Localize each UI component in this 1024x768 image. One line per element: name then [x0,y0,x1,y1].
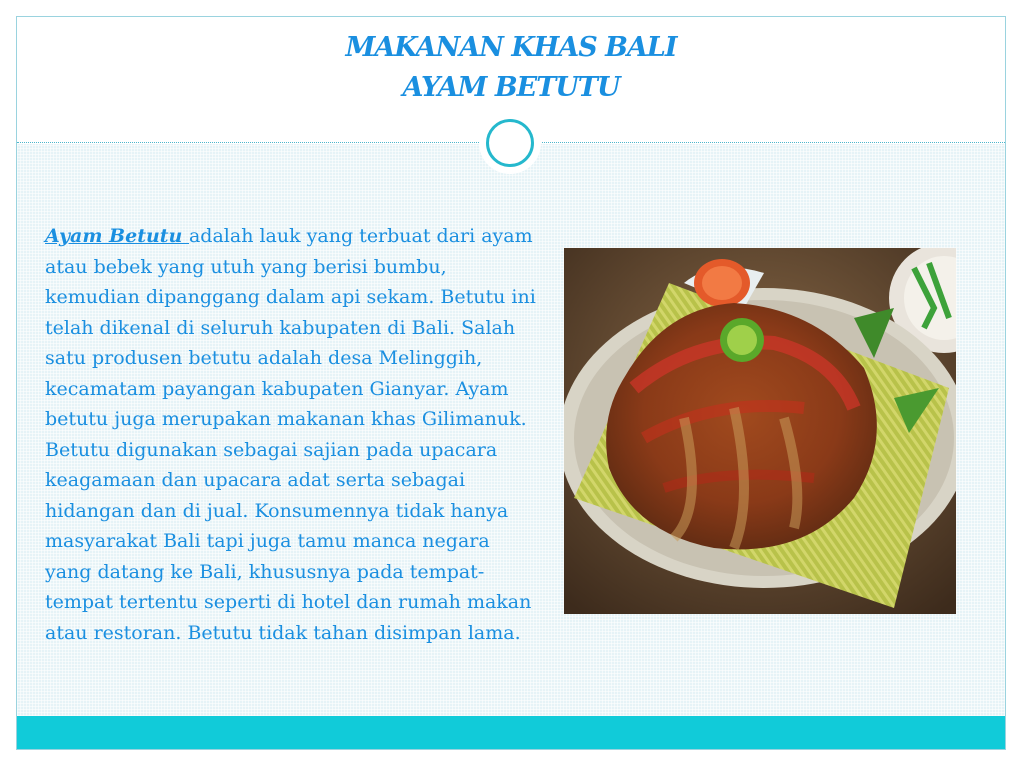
body-paragraph [45,221,541,648]
ayam-betutu-link[interactable]: Ayam Betutu [45,225,189,247]
ayam-betutu-photo [564,248,956,614]
bottom-accent-bar [17,716,1005,749]
slide-title-line2: AYAM BETUTU [402,72,620,103]
ring-icon [486,119,534,167]
paragraph-text: adalah lauk yang terbuat dari ayam atau bebek yang utuh yang berisi bumbu, kemudian dipanggang dalam api sekam. Betutu ini telah dikenal di seluruh kabupaten di Bali. Salah satu produsen betutu adalah desa Melinggih, kecamatam payangan kabupaten Gianyar. Ayam betutu juga merupakan makanan khas Gilimanuk. Betutu digunakan sebagai sajian pada upacara keagamaan dan upacara adat serta sebagai hidangan dan di jual. Konsumennya tidak hanya masyarakat Bali tapi juga tamu manca negara yang datang ke Bali, khususnya pada tempat-tempat tertentu seperti di hotel dan rumah makan atau restoran. Betutu tidak tahan disimpan lama. [45,225,536,644]
slide-title-line1: MAKANAN KHAS BALI [345,32,677,63]
